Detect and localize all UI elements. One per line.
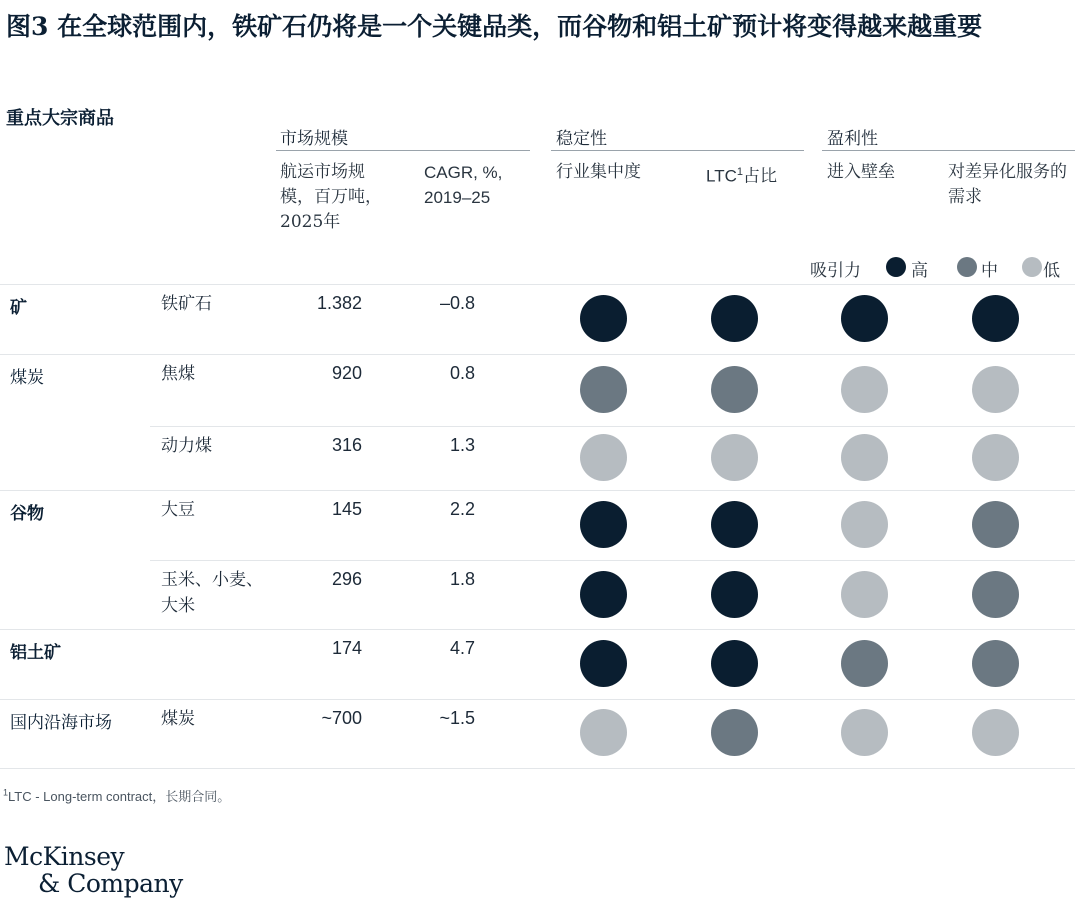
footnote [3,786,230,805]
attractiveness-dot-concentration [580,709,627,756]
mckinsey-logo [4,843,183,897]
attractiveness-dot-concentration [580,640,627,687]
row-cagr-value: 2.2 [449,499,475,519]
row-commodity: 大豆 [161,500,195,520]
group-rule-stability [551,150,804,151]
row-commodity: 煤炭 [161,709,195,729]
row-commodity: 铁矿石 [161,294,212,314]
row-category: 煤炭 [10,368,44,388]
attractiveness-dot-differentiation [972,434,1019,481]
attractiveness-dot-barrier [841,295,888,342]
row-cagr-value: 0.8 [449,363,475,383]
row-category: 国内沿海市场 [10,713,112,733]
row-separator [0,490,1075,491]
col-head-volume: 航运市场规模，百万吨，2025年 [280,162,382,232]
attractiveness-dot-concentration [580,295,627,342]
row-volume-value: 145 [331,499,362,519]
row-separator [0,284,1075,285]
footnote-marker: 1 [3,787,9,798]
attractiveness-dot-differentiation [972,501,1019,548]
row-separator [150,560,1075,561]
attractiveness-dot-ltc [711,366,758,413]
legend-low-label: 低 [1043,261,1060,281]
col-head-concentration: 行业集中度 [556,162,641,182]
group-profitability: 盈利性 [827,129,878,149]
logo-line-1: McKinsey [4,842,125,871]
attractiveness-dot-differentiation [972,295,1019,342]
col-head-differentiation: 对差异化服务的需求 [948,162,1067,207]
row-separator [0,699,1075,700]
footnote-text: LTC - Long-term contract，长期合同。 [8,789,231,804]
row-commodity: 动力煤 [161,436,212,456]
row-volume-value: 296 [331,569,362,589]
row-volume-value: 316 [331,435,362,455]
attractiveness-dot-barrier [841,571,888,618]
attractiveness-dot-differentiation [972,640,1019,687]
row-volume-value: 1.382 [316,293,362,313]
legend-dot-low [1022,257,1042,277]
attractiveness-dot-ltc [711,434,758,481]
row-volume-value: 174 [331,638,362,658]
row-separator [0,629,1075,630]
row-cagr-value: ~1.5 [439,708,475,728]
attractiveness-dot-ltc [711,571,758,618]
row-commodity: 玉米、小麦、大米 [161,570,263,616]
attractiveness-dot-barrier [841,640,888,687]
col-head-cagr: CAGR, %, 2019–25 [424,163,503,207]
row-category: 谷物 [10,504,44,524]
attractiveness-dot-concentration [580,434,627,481]
attractiveness-dot-barrier [841,366,888,413]
row-category: 矿 [10,298,27,318]
row-cagr-value: 1.3 [449,435,475,455]
ltc-footnote-marker: 1 [736,166,743,178]
attractiveness-dot-concentration [580,366,627,413]
legend-title: 吸引力 [810,261,861,281]
attractiveness-dot-ltc [711,501,758,548]
legend-mid-label: 中 [981,261,998,281]
ltc-label: LTC [706,166,737,186]
row-cagr-value: –0.8 [439,293,475,313]
attractiveness-dot-differentiation [972,366,1019,413]
section-label: 重点大宗商品 [6,108,114,129]
attractiveness-dot-ltc [711,709,758,756]
table-bottom-rule [0,768,1075,769]
attractiveness-dot-differentiation [972,571,1019,618]
group-rule-market [276,150,530,151]
row-cagr-value: 4.7 [449,638,475,658]
group-market-size: 市场规模 [280,129,348,149]
chart-title: 图3 在全球范围内，铁矿石仍将是一个关键品类，而谷物和铝土矿预计将变得越来越重要 [6,12,983,41]
legend-high-label: 高 [911,261,928,281]
attractiveness-dot-barrier [841,434,888,481]
col-head-barrier: 进入壁垒 [827,162,895,182]
row-cagr-value: 1.8 [449,569,475,589]
legend-dot-high [886,257,906,277]
attractiveness-dot-ltc [711,640,758,687]
attractiveness-dot-concentration [580,571,627,618]
row-separator [150,426,1075,427]
attractiveness-dot-barrier [841,709,888,756]
row-volume-value: ~700 [321,708,362,728]
row-commodity: 焦煤 [161,364,195,384]
group-stability: 稳定性 [556,129,607,149]
attractiveness-dot-differentiation [972,709,1019,756]
row-volume-value: 920 [331,363,362,383]
attractiveness-dot-concentration [580,501,627,548]
logo-line-2: & Company [38,869,183,898]
attractiveness-dot-barrier [841,501,888,548]
ltc-suffix: 占比 [742,166,777,187]
col-head-ltc [706,160,777,190]
row-category: 铝土矿 [10,643,61,663]
attractiveness-dot-ltc [711,295,758,342]
group-rule-profit [822,150,1075,151]
legend-dot-mid [957,257,977,277]
row-separator [0,354,1075,355]
